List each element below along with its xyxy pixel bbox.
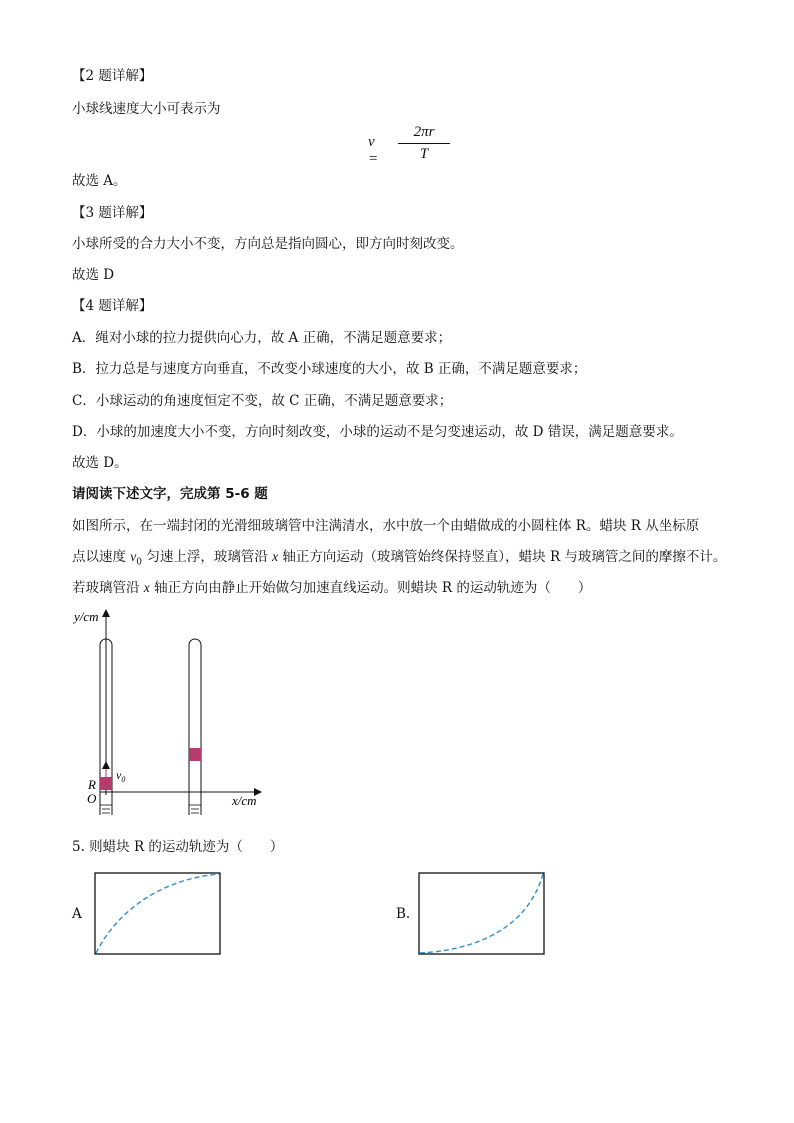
reading-title: 请阅读下述文字，完成第 5-6 题 [72,486,268,502]
formula-denominator: T [419,146,429,162]
q3-text: 小球所受的合力大小不变，方向总是指向圆心，即方向时刻改变。 [72,236,464,252]
q4-option-a: A．绳对小球的拉力提供向心力，故 A 正确，不满足题意要求； [72,330,452,346]
fraction-bar [398,143,450,144]
formula-lhs: v = [368,134,379,167]
q4-option-b: B．拉力总是与速度方向垂直，不改变小球速度的大小，故 B 正确，不满足题意要求； [72,361,587,377]
formula-fraction [398,124,450,164]
reading-line-2-part-a: 点以速度 [72,549,131,565]
q5-stem: 5. 则蜡块 R 的运动轨迹为（ ） [72,839,284,855]
reading-line-2 [72,548,726,572]
wax-block-2 [189,748,201,761]
q4-answer: 故选 D。 [72,455,128,471]
reading-line-2-part-b: 匀速上浮，玻璃管沿 [142,549,273,565]
option-b-label: B. [396,906,411,922]
q2-text: 小球线速度大小可表示为 [72,101,221,117]
option-a-curve [96,874,219,953]
reading-line-2-part-c: 轴正方向运动（玻璃管始终保持竖直），蜡块 R 与玻璃管之间的摩擦不计。 [278,549,727,565]
symbol-v-sub: 0 [136,557,143,568]
option-a-graph [94,872,222,956]
origin-label: O [87,791,97,806]
option-a-label: A [72,906,82,922]
q4-header: 【4 题详解】 [72,298,153,314]
tube-figure [60,605,280,820]
velocity-label: $v_0$ [116,768,126,784]
reading-line-3 [72,579,591,597]
q3-answer: 故选 D [72,267,115,283]
wax-block-1 [100,777,112,790]
symbol-x: x [272,549,279,564]
symbol-v: v [130,549,137,564]
symbol-x-2: x [143,580,150,595]
q3-header: 【3 题详解】 [72,205,153,221]
reading-line-3-part-a: 若玻璃管沿 [72,580,144,596]
q2-header: 【2 题详解】 [72,68,153,84]
option-b-graph [418,872,546,956]
q4-option-d: D．小球的加速度大小不变，方向时刻改变，小球的运动不是匀变速运动，故 D 错误，满足题意要求。 [72,424,683,440]
formula-numerator: 2πr [413,124,435,140]
reading-line-1: 如图所示，在一端封闭的光滑细玻璃管中注满清水，水中放一个由蜡做成的小圆柱体 R。蜡块 R 从坐标原 [72,518,700,534]
y-axis-label: y/cm [74,609,99,624]
q2-answer: 故选 A。 [72,173,127,189]
reading-line-3-part-b: 轴正方向由静止开始做匀加速直线运动。则蜡块 R 的运动轨迹为（ ） [149,580,592,596]
tube-2 [189,639,201,815]
q4-option-c: C．小球运动的角速度恒定不变，故 C 正确，不满足题意要求； [72,393,453,409]
x-axis-label: x/cm [232,793,257,808]
block-label: R [88,777,96,792]
option-b-curve [420,874,543,953]
